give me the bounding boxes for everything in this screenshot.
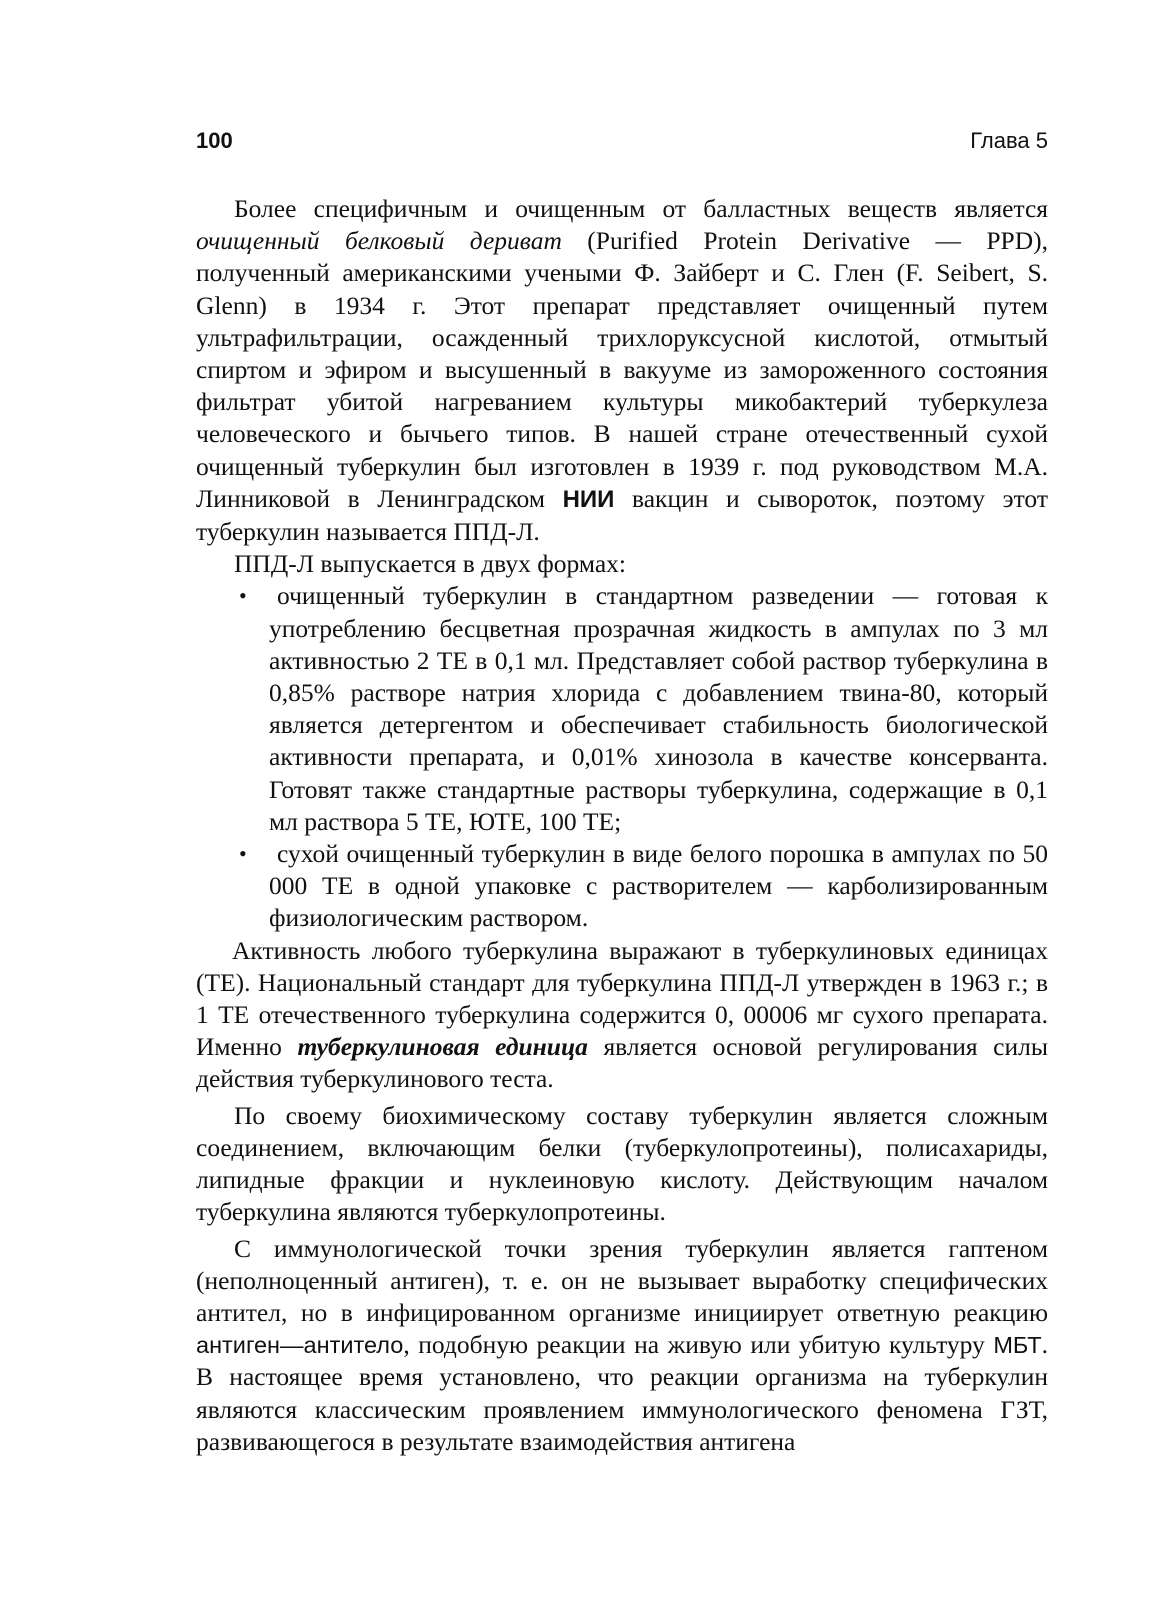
paragraph-text: С иммунологической точки зрения туберкулин является гаптеном (неполноценный антиген), т. е. он не вызывает выработку специфических антител, но в инфицированном организме инициирует ответную реакцию	[196, 1233, 1048, 1327]
paragraph-text: , подобную реакции на живую или убитую культуру	[403, 1330, 994, 1360]
sans-abbreviation: МБТ	[993, 1332, 1042, 1359]
bullet-marker: •	[239, 583, 247, 609]
paragraph-forms: ППД-Л выпускается в двух формах:	[234, 549, 626, 579]
paragraph-text: . В настоящее время установлено, что реакции организма на туберкулин являются классическим проявлением иммунологического феномена ГЗТ, развивающегося в результате взаимодействия антигена	[196, 1330, 1048, 1456]
running-head	[196, 128, 1048, 160]
paragraph-text: Более специфичным и очищенным от балластных веществ является	[234, 194, 1048, 223]
paragraph-text: (Purified Protein Derivative — PPD), полученный американскими учеными Ф. Зайберт и С. Глен (F. Seibert, S. Glenn) в 1934 г. Этот препарат представляет очищенный путем ультрафильтрации, осажденный трихлоруксусной кислотой, отмытый спиртом и эфиром и высушенный в вакууме из замороженного состояния фильтрат убитой нагреванием культуры микобактерий туберкулеза человеческого и бычьего типов. В нашей стране отечественный сухой очищенный туберкулин был изготовлен в 1939 г. под руководством М.А. Линниковой в Ленинградском	[196, 226, 1048, 513]
list-item	[239, 838, 1048, 935]
list-item	[239, 580, 1048, 838]
bullet-marker: •	[239, 841, 247, 867]
bold-italic-term: туберкулиновая единица	[297, 1032, 588, 1062]
paragraph-text: Активность любого туберкулина выражают в туберкулиновых единицах (ТЕ). Национальный стандарт для туберкулина ППД-Л утвержден в 1963 г.; в 1 ТЕ отечественного туберкулина содержится 0, 00006 мг сухого препарата. Именно	[196, 935, 1048, 1062]
chapter-title: Глава 5	[970, 128, 1048, 153]
body-text	[196, 193, 1048, 1458]
paragraph-activity	[196, 935, 1048, 1096]
paragraph-ppd-intro	[196, 193, 1048, 548]
bold-abbreviation: НИИ	[562, 485, 615, 513]
paragraph-text: является основой регулирования силы действия туберкулинового теста.	[196, 1032, 1049, 1094]
list-item-text: сухой очищенный туберкулин в виде белого порошка в ампулах по 50 000 ТЕ в одной упаковке с растворителем — карболизированным физиологическим раствором.	[269, 839, 1048, 933]
italic-term: очищенный белковый дериват	[196, 226, 562, 256]
forms-list	[196, 580, 1048, 934]
page-number: 100	[196, 128, 233, 153]
paragraph-composition: По своему биохимическому составу туберкулин является сложным соединением, включающим белки (туберкулопротеины), полисахариды, липидные фракции и нуклеиновую кислоту. Действующим началом туберкулина являются туберкулопротеины.	[196, 1100, 1048, 1227]
paragraph-text: вакцин и сывороток, поэтому этот туберкулин называется ППД-Л.	[196, 483, 1048, 547]
paragraph-immunology	[196, 1233, 1048, 1458]
sans-term: антиген—антитело	[196, 1332, 404, 1359]
list-item-text: очищенный туберкулин в стандартном разведении — готовая к употреблению бесцветная прозрачная жидкость в ампулах по 3 мл активностью 2 ТЕ в 0,1 мл. Представляет собой раствор туберкулина в 0,85% растворе натрия хлорида с добавлением твина-80, который является детергентом и обеспечивает стабильность биологической активности препарата, и 0,01% хинозола в качестве консерванта. Готовят также стандартные растворы туберкулина, содержащие в 0,1 мл раствора 5 ТЕ, ЮТЕ, 100 ТЕ;	[269, 581, 1048, 836]
